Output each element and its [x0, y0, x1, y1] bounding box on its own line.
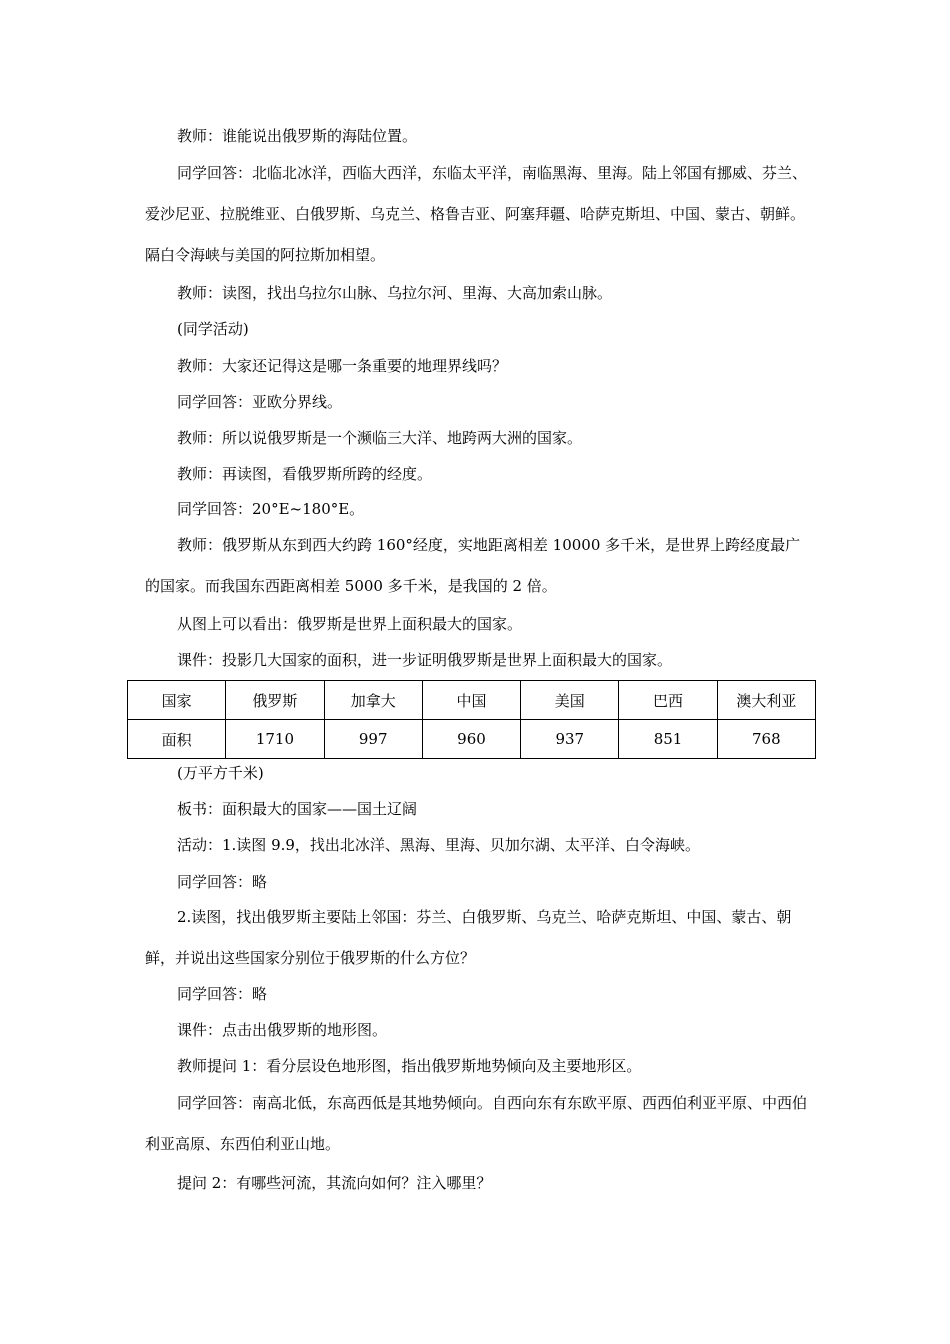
paragraph: 教师提问 1：看分层设色地形图，指出俄罗斯地势倾向及主要地形区。: [177, 1057, 642, 1075]
paragraph: 板书：面积最大的国家——国土辽阔: [177, 800, 418, 818]
paragraph: 同学回答：略: [177, 985, 268, 1003]
table-cell: 960: [422, 720, 520, 759]
table-cell: 面积: [128, 720, 226, 759]
paragraph: 教师：再读图，看俄罗斯所跨的经度。: [177, 465, 433, 483]
paragraph: 同学回答：南高北低，东高西低是其地势倾向。自西向东有东欧平原、西西伯利亚平原、中西伯利亚高原、东西伯利亚山地。: [145, 1094, 808, 1153]
table-cell: 1710: [226, 720, 324, 759]
table-cell: 加拿大: [324, 681, 422, 720]
table-cell: 851: [619, 720, 717, 759]
table-cell: 768: [717, 720, 815, 759]
table-cell: 国家: [128, 681, 226, 720]
paragraph: 提问 2：有哪些河流，其流向如何？注入哪里？: [177, 1174, 492, 1192]
table-cell: 997: [324, 720, 422, 759]
table-cell: 澳大利亚: [717, 681, 815, 720]
paragraph: 教师：所以说俄罗斯是一个濒临三大洋、地跨两大洲的国家。: [177, 429, 583, 447]
paragraph: 教师：俄罗斯从东到西大约跨 160°经度，实地距离相差 10000 多千米，是世界上跨经度最广的国家。而我国东西距离相差 5000 多千米，是我国的 2 倍。: [145, 536, 801, 595]
paragraph: 教师：读图，找出乌拉尔山脉、乌拉尔河、里海、大高加索山脉。: [177, 284, 613, 302]
paragraph: 活动：1.读图 9.9，找出北冰洋、黑海、里海、贝加尔湖、太平洋、白令海峡。: [177, 836, 700, 854]
paragraph: 同学回答：略: [177, 873, 268, 891]
paragraph: 教师：大家还记得这是哪一条重要的地理界线吗？: [177, 357, 508, 375]
paragraph: (同学活动): [177, 320, 249, 338]
table-cell: 美国: [521, 681, 619, 720]
paragraph: 课件：点击出俄罗斯的地形图。: [177, 1021, 388, 1039]
table-cell: 中国: [422, 681, 520, 720]
paragraph: 同学回答：北临北冰洋，西临大西洋，东临太平洋，南临黑海、里海。陆上邻国有挪威、芬兰、爱沙尼亚、拉脱维亚、白俄罗斯、乌克兰、格鲁吉亚、阿塞拜疆、哈萨克斯坦、中国、蒙古、朝鲜。隔白令海峡与美国的阿拉斯加相望。: [145, 164, 808, 264]
table-header-row: [128, 681, 816, 720]
paragraph: 同学回答：亚欧分界线。: [177, 393, 343, 411]
paragraph: 2.读图，找出俄罗斯主要陆上邻国：芬兰、白俄罗斯、乌克兰、哈萨克斯坦、中国、蒙古、朝鲜，并说出这些国家分别位于俄罗斯的什么方位？: [145, 908, 792, 967]
paragraph: 从图上可以看出：俄罗斯是世界上面积最大的国家。: [177, 615, 523, 633]
country-area-table: [127, 680, 816, 759]
table-cell: 巴西: [619, 681, 717, 720]
table-cell: 俄罗斯: [226, 681, 324, 720]
paragraph: 课件：投影几大国家的面积，进一步证明俄罗斯是世界上面积最大的国家。: [177, 651, 673, 669]
paragraph: 同学回答：20°E~180°E。: [177, 500, 365, 518]
table-cell: 937: [521, 720, 619, 759]
unit-note: (万平方千米): [177, 764, 264, 782]
paragraph: 教师：谁能说出俄罗斯的海陆位置。: [177, 127, 418, 145]
